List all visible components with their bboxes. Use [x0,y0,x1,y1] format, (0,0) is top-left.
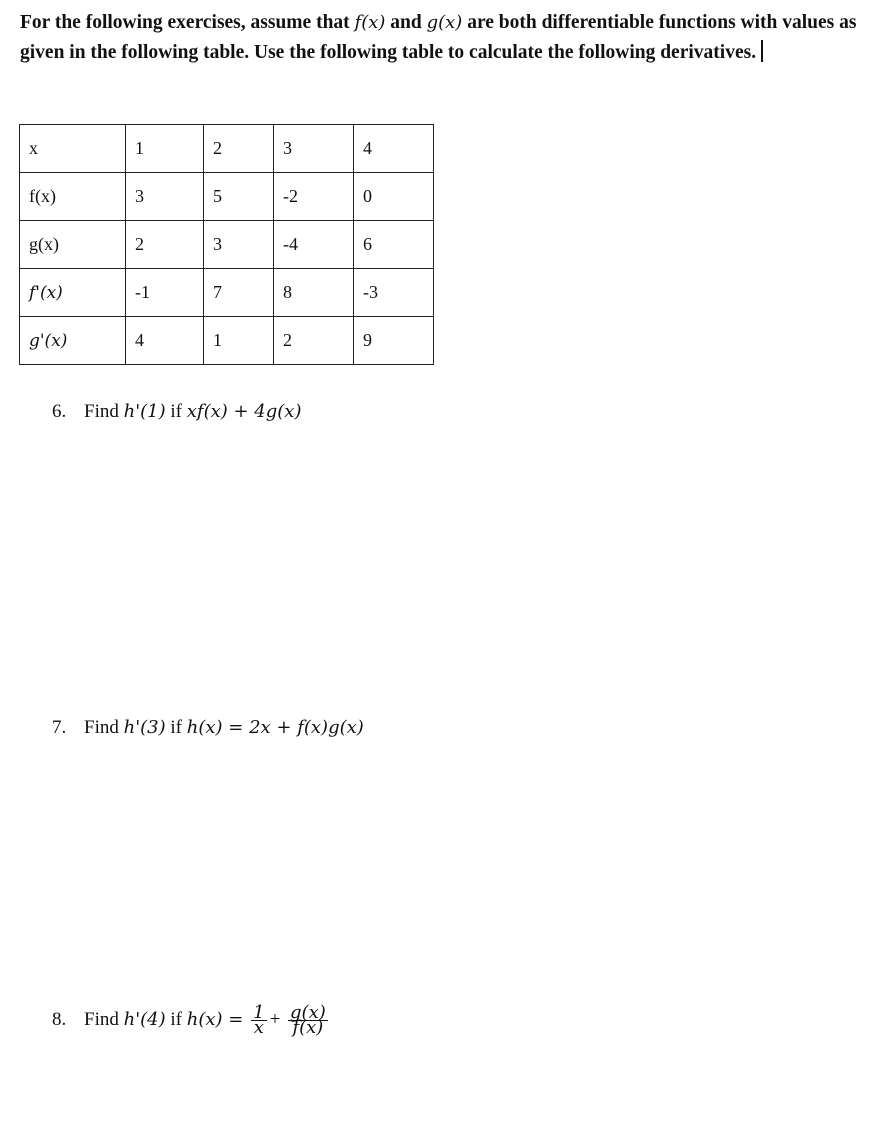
question-number: 8. [52,1008,67,1030]
fraction-one-over-x [251,1002,266,1038]
table-cell: 2 [204,125,274,173]
f-of-x: f(x) [354,12,386,33]
table-cell: -1 [126,269,204,317]
question-target: h'(3) [123,717,166,738]
fraction-numerator: g(x) [290,1002,326,1023]
table-cell: -4 [274,221,354,269]
question-prefix: Find [84,401,124,422]
table-row-f-prime [20,269,434,317]
values-table [19,124,434,365]
g-of-x: g(x) [426,12,463,33]
table-row-f [20,173,434,221]
table-cell: 2 [126,221,204,269]
row-label: x [20,125,126,173]
table-cell: 4 [126,317,204,365]
instructions-paragraph [20,8,865,67]
question-7 [52,717,364,739]
question-prefix: Find [84,1008,124,1030]
row-label: g'(x) [20,317,126,365]
instructions-text-2: and [385,12,427,33]
question-target: h'(1) [123,401,166,422]
question-6 [52,401,301,423]
question-prefix: Find [84,717,124,738]
table-cell: 7 [204,269,274,317]
instructions-text-3: are both differentiable functions with values as given in the following table. Use the following table to calculate the following derivatives. [20,12,857,63]
table-row-g-prime [20,317,434,365]
table-cell: 3 [126,173,204,221]
question-number: 6. [52,401,67,422]
table-cell: 8 [274,269,354,317]
table-row-x [20,125,434,173]
question-expression: h(x) = 2x + f(x)g(x) [186,717,364,738]
question-mid: if [165,401,187,422]
fraction-g-over-f [288,1002,328,1038]
fraction-denominator: x [253,1017,264,1038]
table-row-g [20,221,434,269]
instructions-text-1: For the following exercises, assume that [20,12,355,33]
plus-sign: + [269,1008,281,1030]
question-8 [52,1002,331,1038]
table-cell: 3 [274,125,354,173]
table-cell: 1 [126,125,204,173]
text-cursor [761,40,763,62]
row-label: g(x) [20,221,126,269]
question-target: h'(4) [123,1008,166,1030]
fraction-numerator: 1 [253,1002,265,1023]
question-expression-lhs: h(x) = [186,1008,244,1030]
table-cell: -3 [354,269,434,317]
question-number: 7. [52,717,67,738]
table-cell: 9 [354,317,434,365]
question-mid: if [165,1008,187,1030]
table-cell: 3 [204,221,274,269]
table-cell: 0 [354,173,434,221]
table-cell: 2 [274,317,354,365]
row-label: f(x) [20,173,126,221]
table-cell: 1 [204,317,274,365]
fraction-denominator: f(x) [292,1017,324,1038]
table-cell: 4 [354,125,434,173]
question-expression: xf(x) + 4g(x) [186,401,302,422]
row-label: f'(x) [20,269,126,317]
question-mid: if [165,717,187,738]
table-cell: 6 [354,221,434,269]
table-cell: 5 [204,173,274,221]
table-cell: -2 [274,173,354,221]
